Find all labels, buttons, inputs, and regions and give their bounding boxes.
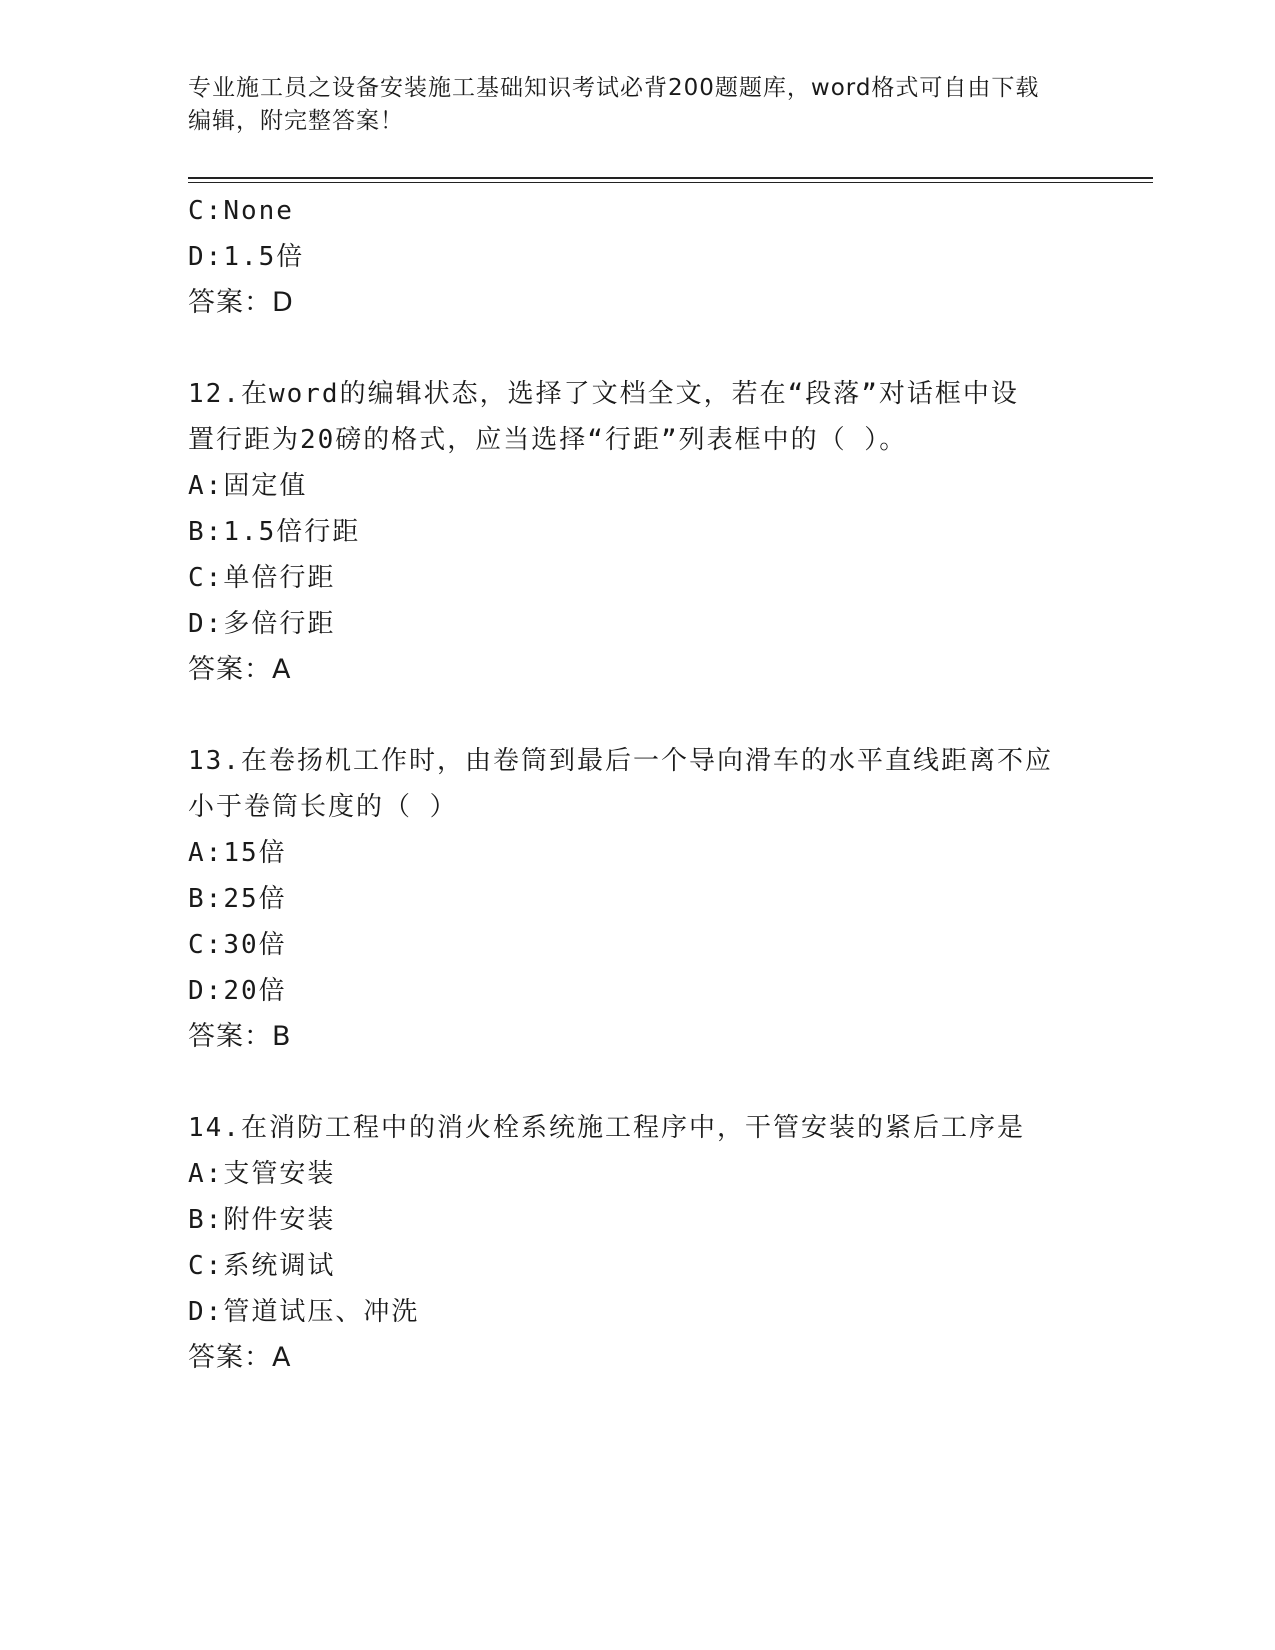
answer-line: 答案：B [188, 1021, 292, 1052]
option-text: 系统调试 [223, 1251, 336, 1281]
option-label: B: [188, 884, 224, 914]
option-a [188, 463, 1108, 509]
option-text: None [223, 196, 294, 226]
option-label: C: [188, 1251, 224, 1281]
header-rule-thick [188, 177, 1153, 179]
option-label: C: [188, 563, 224, 593]
option-label: D: [188, 1297, 224, 1327]
option-label: C: [188, 196, 224, 226]
answer-line: 答案：D [188, 287, 294, 318]
option-text: 管道试压、冲洗 [223, 1297, 420, 1327]
option-text: 支管安装 [223, 1159, 336, 1189]
option-c [188, 922, 1108, 968]
option-c [188, 1243, 1108, 1289]
question-13 [188, 738, 1108, 1060]
option-text: 附件安装 [223, 1205, 336, 1235]
option-label: D: [188, 609, 224, 639]
option-text: 单倍行距 [223, 563, 336, 593]
option-text: 固定值 [223, 471, 308, 501]
option-label: A: [188, 1159, 224, 1189]
option-label: A: [188, 471, 224, 501]
question-14 [188, 1105, 1108, 1381]
option-a [188, 830, 1108, 876]
option-d [188, 601, 1108, 647]
question-11 [188, 188, 1108, 326]
option-c [188, 188, 1108, 234]
option-b [188, 1197, 1108, 1243]
answer-line: 答案：A [188, 1342, 292, 1373]
header-rule-thin [188, 182, 1153, 183]
option-label: A: [188, 838, 224, 868]
option-b [188, 509, 1108, 555]
header-title-line-2: 编辑，附完整答案！ [188, 108, 404, 134]
option-text: 1.5倍行距 [223, 517, 361, 547]
question-stem-line-1: 13.在卷扬机工作时，由卷筒到最后一个导向滑车的水平直线距离不应 [188, 746, 1053, 776]
option-text: 20倍 [223, 976, 287, 1006]
option-label: D: [188, 976, 224, 1006]
question-stem-line-2: 小于卷筒长度的（ ） [188, 792, 458, 822]
option-d [188, 1289, 1108, 1335]
document-header [188, 72, 1088, 138]
option-text: 25倍 [223, 884, 287, 914]
option-label: B: [188, 1205, 224, 1235]
option-d [188, 968, 1108, 1014]
option-text: 多倍行距 [223, 609, 336, 639]
option-text: 1.5倍 [223, 242, 305, 272]
option-a [188, 1151, 1108, 1197]
header-title-line-1: 专业施工员之设备安装施工基础知识考试必背200题题库，word格式可自由下载 [188, 75, 1040, 101]
option-label: C: [188, 930, 224, 960]
question-stem-line-1: 14.在消防工程中的消火栓系统施工程序中，干管安装的紧后工序是 [188, 1113, 1025, 1143]
option-label: D: [188, 242, 224, 272]
option-b [188, 876, 1108, 922]
option-c [188, 555, 1108, 601]
question-stem [188, 738, 1068, 830]
question-stem [188, 371, 1068, 463]
option-label: B: [188, 517, 224, 547]
option-text: 15倍 [223, 838, 287, 868]
question-12 [188, 371, 1108, 693]
option-d [188, 234, 1108, 280]
question-stem-line-2: 置行距为20磅的格式，应当选择“行距”列表框中的（ ）。 [188, 425, 908, 455]
answer-line: 答案：A [188, 654, 292, 685]
option-text: 30倍 [223, 930, 287, 960]
question-stem [188, 1105, 1068, 1151]
question-stem-line-1: 12.在word的编辑状态，选择了文档全文，若在“段落”对话框中设 [188, 379, 1019, 409]
question-list [188, 188, 1108, 1381]
